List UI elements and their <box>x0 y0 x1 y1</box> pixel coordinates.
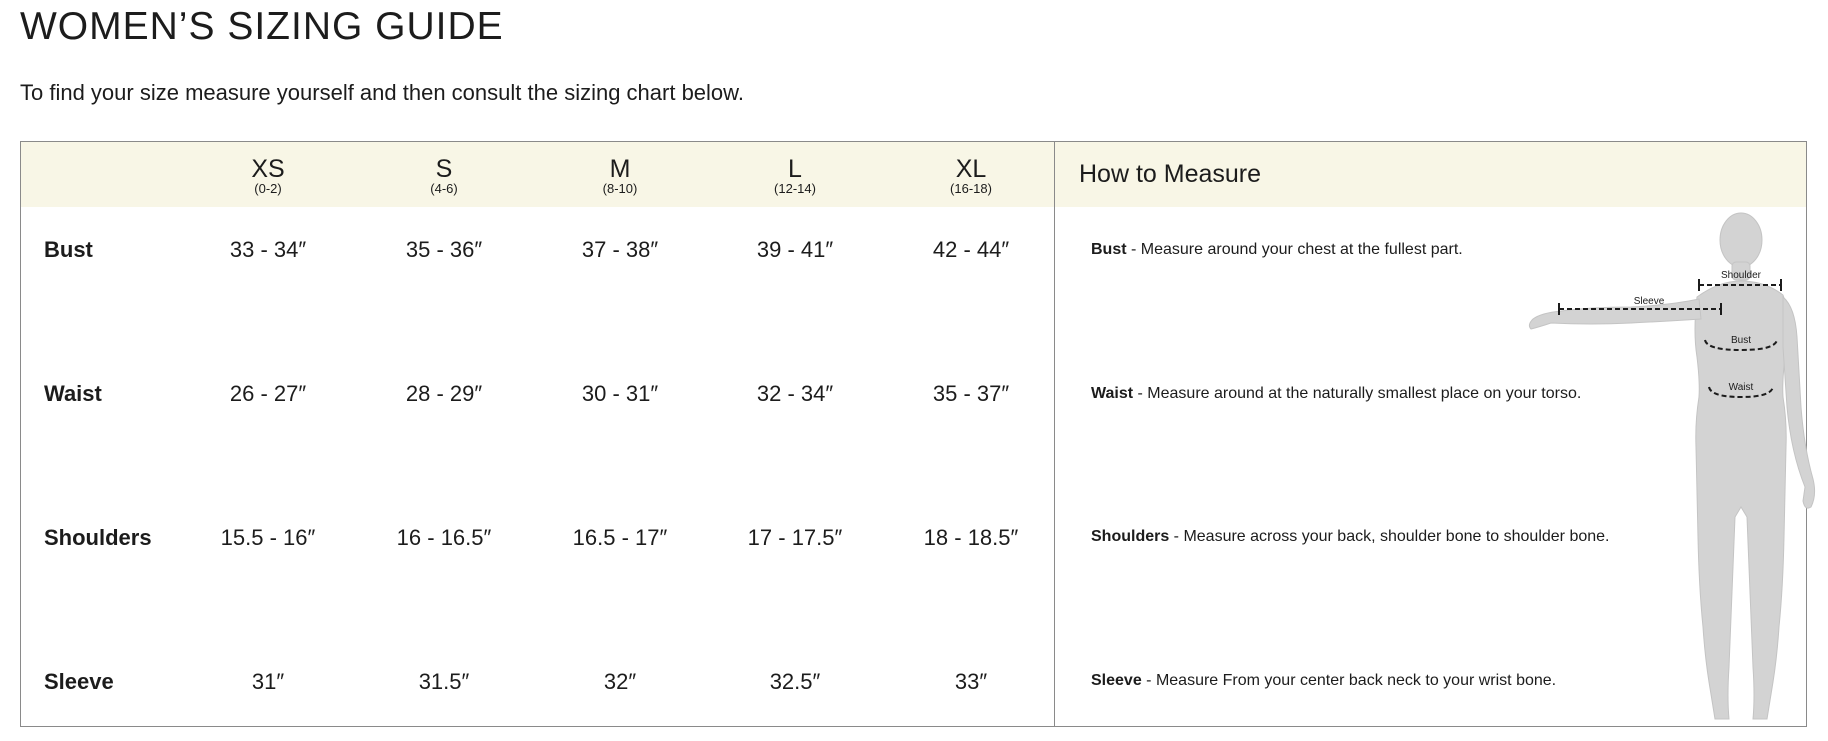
size-header-m <box>560 156 680 196</box>
figure-label-bust: Bust <box>1730 335 1752 346</box>
table-cell: 35 - 37″ <box>932 381 1010 406</box>
table-cell: 28 - 29″ <box>405 381 483 406</box>
size-header-l <box>735 156 855 196</box>
figure-label-shoulder: Shoulder <box>1720 270 1762 281</box>
size-label: XL <box>955 155 987 183</box>
instruction-term: Waist <box>1091 385 1134 402</box>
table-cell: 33 - 34″ <box>229 237 307 262</box>
table-cell: 16.5 - 17″ <box>572 525 668 550</box>
table-cell: 31.5″ <box>418 669 470 694</box>
table-cell: 42 - 44″ <box>932 237 1010 262</box>
table-cell: 32 - 34″ <box>756 381 834 406</box>
size-label: S <box>435 155 453 183</box>
page-title: WOMEN’S SIZING GUIDE <box>20 5 504 48</box>
table-cell: 18 - 18.5″ <box>923 525 1019 550</box>
instruction-term: Sleeve <box>1091 672 1142 689</box>
column-divider <box>1054 142 1055 726</box>
size-range: (8-10) <box>602 181 638 196</box>
size-header-xs <box>208 156 328 196</box>
how-to-measure-title: How to Measure <box>1079 160 1262 188</box>
table-cell: 30 - 31″ <box>581 381 659 406</box>
instruction-term: Shoulders <box>1091 528 1170 545</box>
size-label: L <box>788 155 802 183</box>
instruction-text: - Measure across your back, shoulder bone to shoulder bone. <box>1169 528 1610 545</box>
table-cell: 32″ <box>603 669 637 694</box>
row-label-sleeve: Sleeve <box>44 669 114 694</box>
table-cell: 26 - 27″ <box>229 381 307 406</box>
size-range: (0-2) <box>254 181 282 196</box>
table-cell: 15.5 - 16″ <box>220 525 316 550</box>
table-cell: 37 - 38″ <box>581 237 659 262</box>
table-cell: 16 - 16.5″ <box>396 525 492 550</box>
sizing-table <box>20 141 1807 727</box>
size-label: XS <box>251 155 285 183</box>
row-label-shoulders: Shoulders <box>44 525 152 550</box>
size-label: M <box>609 155 631 183</box>
table-cell: 17 - 17.5″ <box>747 525 843 550</box>
table-cell: 32.5″ <box>769 669 821 694</box>
size-header-xl <box>911 156 1031 196</box>
instruction-sleeve <box>1091 672 1556 690</box>
body-silhouette-icon <box>1529 213 1814 719</box>
row-label-waist: Waist <box>44 381 102 406</box>
table-cell: 39 - 41″ <box>756 237 834 262</box>
table-cell: 35 - 36″ <box>405 237 483 262</box>
size-range: (12-14) <box>774 181 816 196</box>
row-label-bust: Bust <box>44 237 93 262</box>
figure-label-sleeve: Sleeve <box>1633 296 1665 307</box>
body-measurement-figure <box>1521 207 1821 727</box>
instruction-text: - Measure From your center back neck to your wrist bone. <box>1141 672 1557 689</box>
instruction-bust <box>1091 241 1463 259</box>
table-cell: 33″ <box>954 669 988 694</box>
table-cell: 31″ <box>251 669 285 694</box>
instruction-waist <box>1091 385 1581 403</box>
instruction-text: - Measure around at the naturally smallest place on your torso. <box>1133 385 1582 402</box>
instruction-text: - Measure around your chest at the fullest part. <box>1126 241 1463 258</box>
figure-label-waist: Waist <box>1728 382 1754 393</box>
size-header-s <box>384 156 504 196</box>
page-subtitle: To find your size measure yourself and then consult the sizing chart below. <box>20 80 744 105</box>
size-range: (4-6) <box>430 181 458 196</box>
size-range: (16-18) <box>950 181 992 196</box>
instruction-term: Bust <box>1091 241 1127 258</box>
